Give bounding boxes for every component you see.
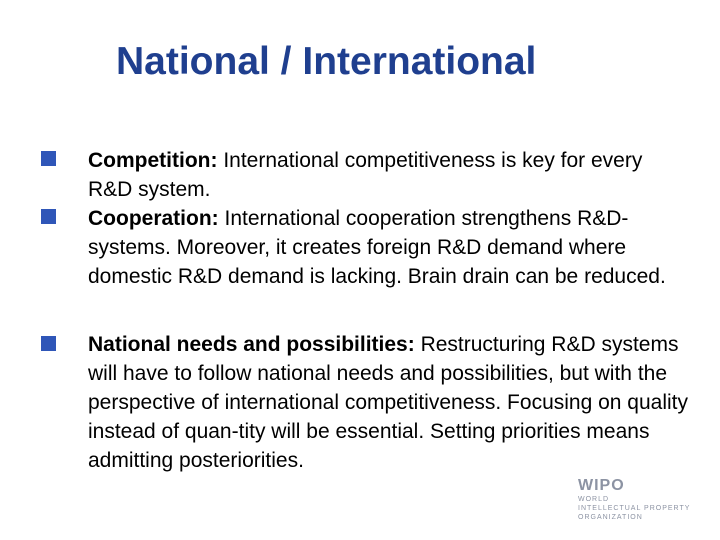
logo-line-2: INTELLECTUAL PROPERTY	[578, 505, 691, 512]
bullet-text-cooperation: International cooperation strengthens R&D-systems. Moreover, it creates foreign R&D demand where domestic R&D demand is lacking. Brain drain can be reduced.	[88, 207, 666, 288]
bullet-competition	[88, 146, 688, 204]
bullet-text-national-needs: Restructuring R&D systems will have to follow national needs and possibilities, but with the perspective of international competitiveness. Focusing on quality instead of quan-tity will be essential. Setting priorities means admitting posteriorities.	[88, 333, 688, 472]
bullet-marker-icon	[41, 336, 56, 351]
bullet-text-competition: International competitiveness is key for every R&D system.	[88, 149, 643, 201]
bullet-lead-national-needs: National needs and possibilities:	[88, 333, 415, 356]
slide-title: National / International	[116, 40, 537, 83]
bullet-marker-icon	[41, 209, 56, 224]
bullet-lead-competition: Competition:	[88, 149, 218, 172]
logo-line-3: ORGANIZATION	[578, 514, 643, 521]
bullet-lead-cooperation: Cooperation:	[88, 207, 219, 230]
wipo-logo	[578, 477, 708, 521]
bullet-cooperation	[88, 204, 688, 291]
bullet-marker-icon	[41, 151, 56, 166]
logo-line-1: WORLD	[578, 496, 610, 503]
logo-main-text: WIPO	[578, 477, 625, 494]
bullet-national-needs	[88, 330, 688, 475]
